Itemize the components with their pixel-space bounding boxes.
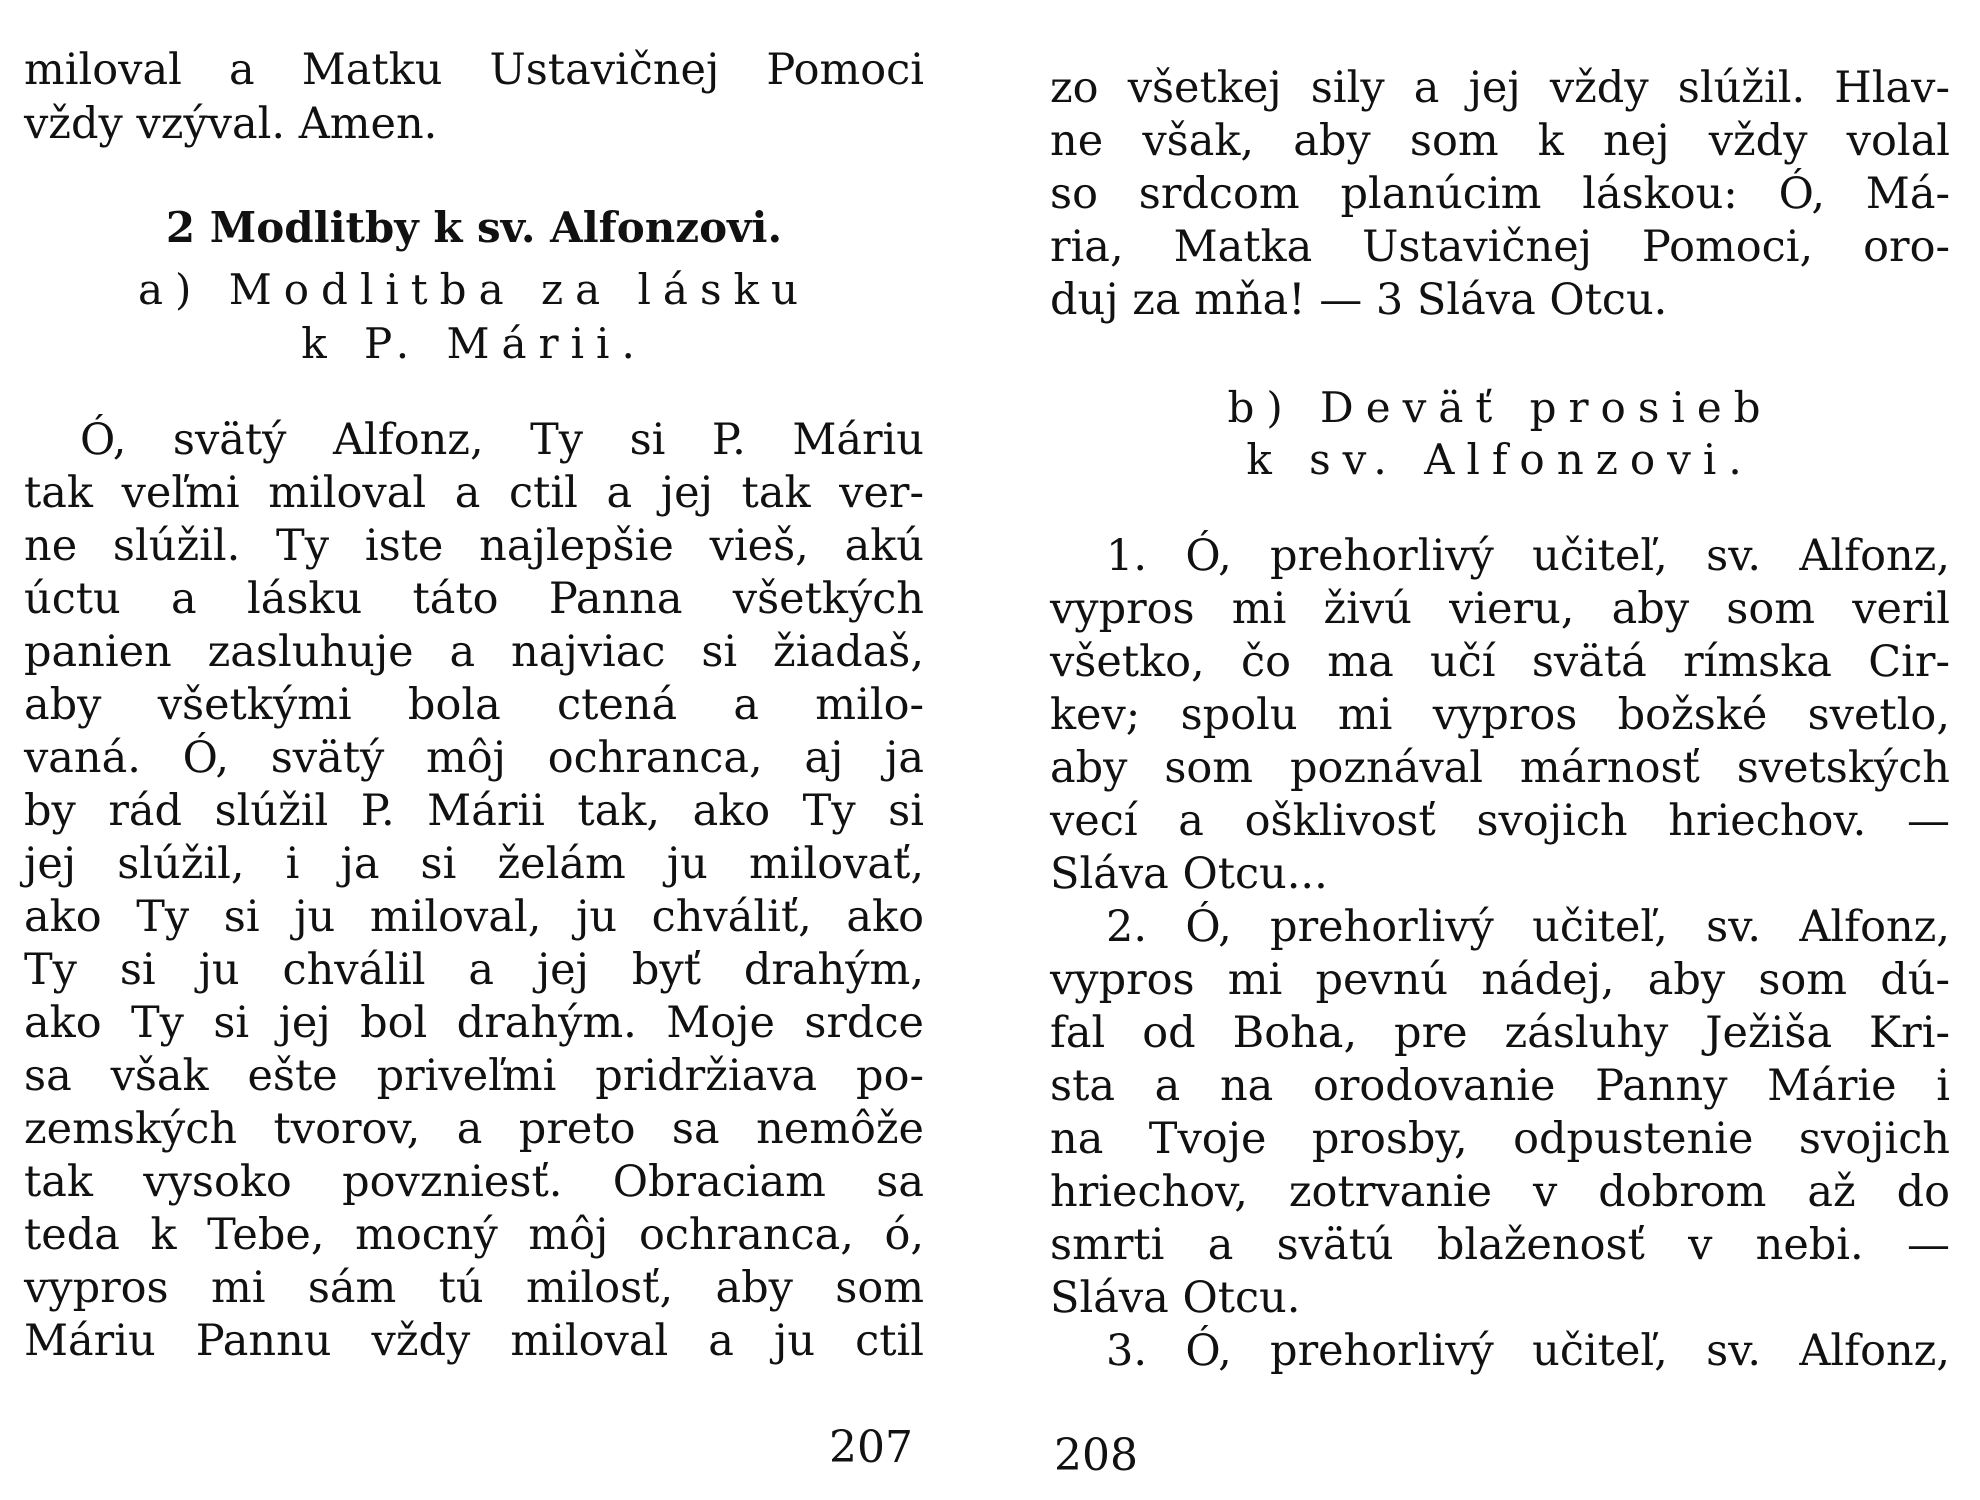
subsection-heading: a) Modlitba za lásku <box>137 265 811 314</box>
petition-line: smrti a svätú blaženosť v nebi. — <box>1050 1220 1950 1270</box>
petition-line: všetko, čo ma učí svätá rímska Cir- <box>1050 637 1950 687</box>
petition-line: sta a na orodovanie Panny Márie i <box>1050 1061 1950 1111</box>
petition-line: vypros mi pevnú nádej, aby som dú- <box>1050 955 1950 1005</box>
paragraph-line: tak veľmi miloval a ctil a jej tak ver- <box>24 468 924 518</box>
paragraph-line: úctu a lásku táto Panna všetkých <box>24 574 924 624</box>
paragraph-line: Ó, svätý Alfonz, Ty si P. Máriu <box>80 415 924 465</box>
petition-line: vecí a ošklivosť svojich hriechov. — <box>1050 796 1950 846</box>
text-line: vždy vzýval. Amen. <box>24 99 438 149</box>
petition-line: vypros mi živú vieru, aby som veril <box>1050 584 1950 634</box>
paragraph-line: zo všetkej sily a jej vždy slúžil. Hlav- <box>1050 63 1950 113</box>
page-number: 207 <box>829 1422 913 1473</box>
petition-line: fal od Boha, pre zásluhy Ježiša Kri- <box>1050 1008 1950 1058</box>
petition-line: aby som poznával márnosť svetských <box>1050 743 1950 793</box>
paragraph-line: jej slúžil, i ja si želám ju milovať, <box>24 839 924 889</box>
paragraph-line: aby všetkými bola ctená a milo- <box>24 680 924 730</box>
petition-line: 2. Ó, prehorlivý učiteľ, sv. Alfonz, <box>1106 902 1950 952</box>
page-number: 208 <box>1054 1430 1138 1481</box>
text-line: miloval a Matku Ustavičnej Pomoci <box>24 45 924 95</box>
petition-line: kev; spolu mi vypros božské svetlo, <box>1050 690 1950 740</box>
paragraph-line: sa však ešte priveľmi pridržiava po- <box>24 1051 924 1101</box>
paragraph-line: Máriu Pannu vždy miloval a ju ctil <box>24 1316 924 1366</box>
paragraph-line: vypros mi sám tú milosť, aby som <box>24 1263 924 1313</box>
paragraph-line: ako Ty si ju miloval, ju chváliť, ako <box>24 892 924 942</box>
paragraph-line: teda k Tebe, mocný môj ochranca, ó, <box>24 1210 924 1260</box>
paragraph-line: ne však, aby som k nej vždy volal <box>1050 116 1950 166</box>
paragraph-line: Ty si ju chválil a jej byť drahým, <box>24 945 924 995</box>
paragraph-line: tak vysoko povzniesť. Obraciam sa <box>24 1157 924 1207</box>
paragraph-line: ria, Matka Ustavičnej Pomoci, oro- <box>1050 222 1950 272</box>
petition-line: 1. Ó, prehorlivý učiteľ, sv. Alfonz, <box>1106 531 1950 581</box>
paragraph-line: panien zasluhuje a najviac si žiadaš, <box>24 627 924 677</box>
paragraph-line: by rád slúžil P. Márii tak, ako Ty si <box>24 786 924 836</box>
paragraph-line: vaná. Ó, svätý môj ochranca, aj ja <box>24 733 924 783</box>
paragraph-line: ne slúžil. Ty iste najlepšie vieš, akú <box>24 521 924 571</box>
petition-line: Sláva Otcu... <box>1050 849 1328 899</box>
petition-line: hriechov, zotrvanie v dobrom až do <box>1050 1167 1950 1217</box>
subsection-heading: k sv. Alfonzovi. <box>1246 435 1754 484</box>
paragraph-line: duj za mňa! — 3 Sláva Otcu. <box>1050 275 1668 325</box>
paragraph-line: ako Ty si jej bol drahým. Moje srdce <box>24 998 924 1048</box>
petition-line: 3. Ó, prehorlivý učiteľ, sv. Alfonz, <box>1106 1326 1950 1376</box>
section-heading: 2 Modlitby k sv. Alfonzovi. <box>165 203 783 252</box>
paragraph-line: zemských tvorov, a preto sa nemôže <box>24 1104 924 1154</box>
petition-line: na Tvoje prosby, odpustenie svojich <box>1050 1114 1950 1164</box>
paragraph-line: so srdcom planúcim láskou: Ó, Má- <box>1050 169 1950 219</box>
petition-line: Sláva Otcu. <box>1050 1273 1301 1323</box>
subsection-heading: k P. Márii. <box>301 319 647 368</box>
right-page <box>1050 0 1950 1500</box>
subsection-heading: b) Deväť prosieb <box>1227 383 1773 432</box>
left-page <box>24 0 924 1500</box>
